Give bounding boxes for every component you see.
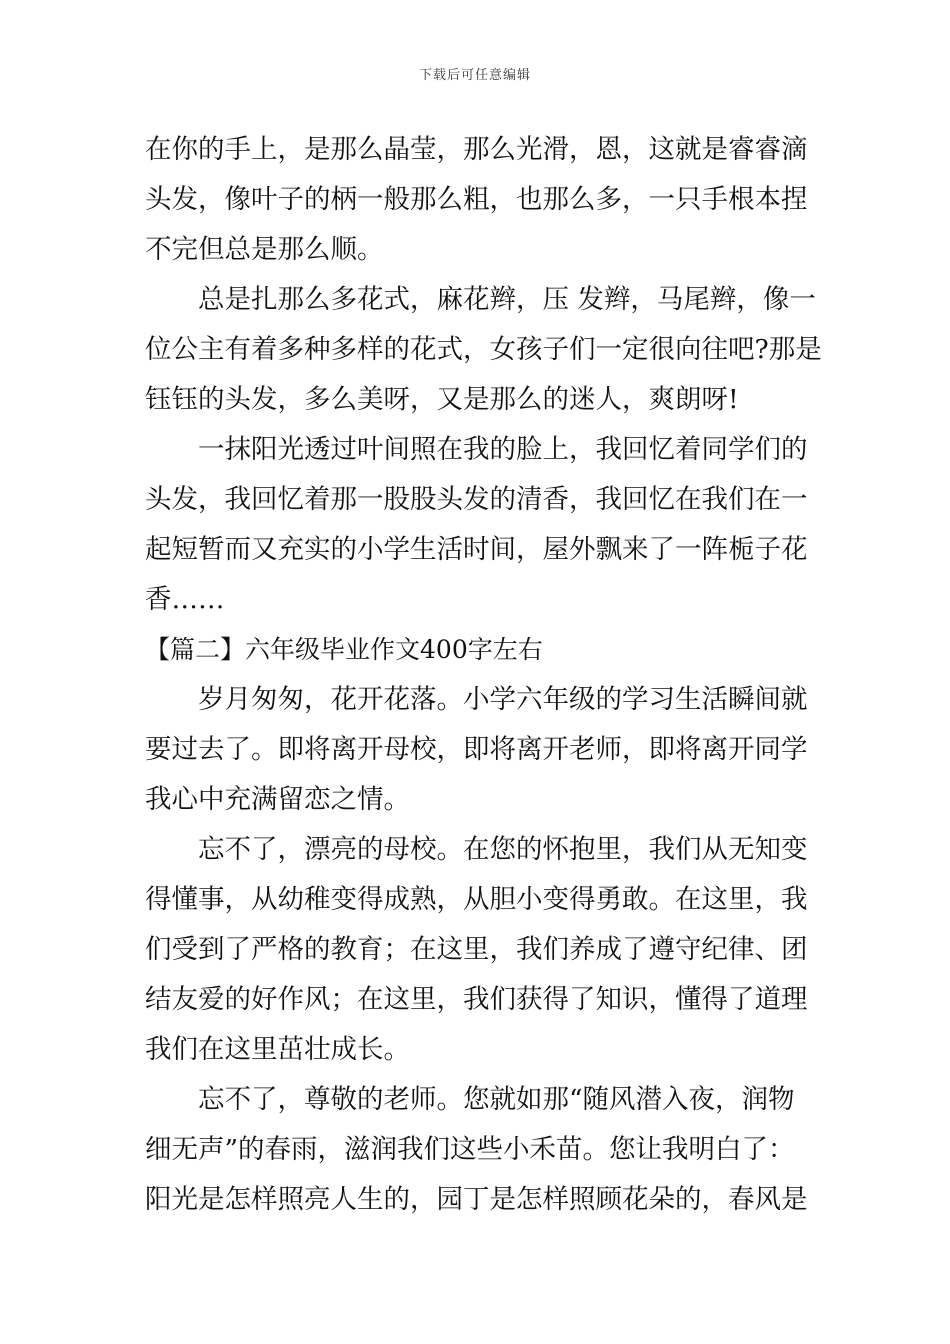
text-line: 在你的手上，是那么晶莹，那么光滑，恩，这就是睿睿滴 bbox=[145, 134, 808, 165]
text-line: 位公主有着多种多样的花式，女孩子们一定很向往吧?那是 bbox=[145, 334, 822, 365]
text-line: 要过去了。即将离开母校，即将离开老师，即将离开同学 bbox=[145, 734, 808, 765]
text-line: 头发，像叶子的柄一般那么粗，也那么多，一只手根本捏 bbox=[145, 184, 808, 215]
text-line: 们受到了严格的教育；在这里，我们养成了遵守纪律、团 bbox=[145, 934, 808, 965]
text-line: 一抹阳光透过叶间照在我的脸上，我回忆着同学们的 bbox=[198, 434, 808, 465]
section-heading: 【篇二】六年级毕业作文400字左右 bbox=[145, 635, 543, 664]
text-line: 不完但总是那么顺。 bbox=[145, 234, 384, 265]
text-line: 钰钰的头发，多么美呀，又是那么的迷人，爽朗呀! bbox=[145, 384, 739, 415]
text-line: 香…… bbox=[145, 584, 225, 615]
text-line: 细无声”的春雨，滋润我们这些小禾苗。您让我明白了： bbox=[145, 1134, 795, 1165]
text-line: 得懂事，从幼稚变得成熟，从胆小变得勇敢。在这里，我 bbox=[145, 884, 808, 915]
text-line: 结友爱的好作风；在这里，我们获得了知识，懂得了道理 bbox=[145, 984, 808, 1015]
text-line: 总是扎那么多花式，麻花辫，压 发辫，马尾辫，像一 bbox=[198, 284, 816, 315]
text-line: 起短暂而又充实的小学生活时间，屋外飘来了一阵栀子花 bbox=[145, 534, 808, 565]
text-line: 我心中充满留恋之情。 bbox=[145, 784, 410, 815]
text-line: 我们在这里茁壮成长。 bbox=[145, 1034, 410, 1065]
text-line: 岁月匆匆，花开花落。小学六年级的学习生活瞬间就 bbox=[198, 684, 808, 715]
text-line: 忘不了，尊敬的老师。您就如那“随风潜入夜，润物 bbox=[198, 1084, 795, 1115]
document-body bbox=[145, 125, 822, 1225]
text-line: 忘不了，漂亮的母校。在您的怀抱里，我们从无知变 bbox=[198, 834, 808, 865]
text-line: 头发，我回忆着那一股股头发的清香，我回忆在我们在一 bbox=[145, 484, 808, 515]
text-line: 阳光是怎样照亮人生的，园丁是怎样照顾花朵的，春风是 bbox=[145, 1184, 808, 1215]
page-header: 下载后可任意编辑 bbox=[418, 68, 531, 83]
